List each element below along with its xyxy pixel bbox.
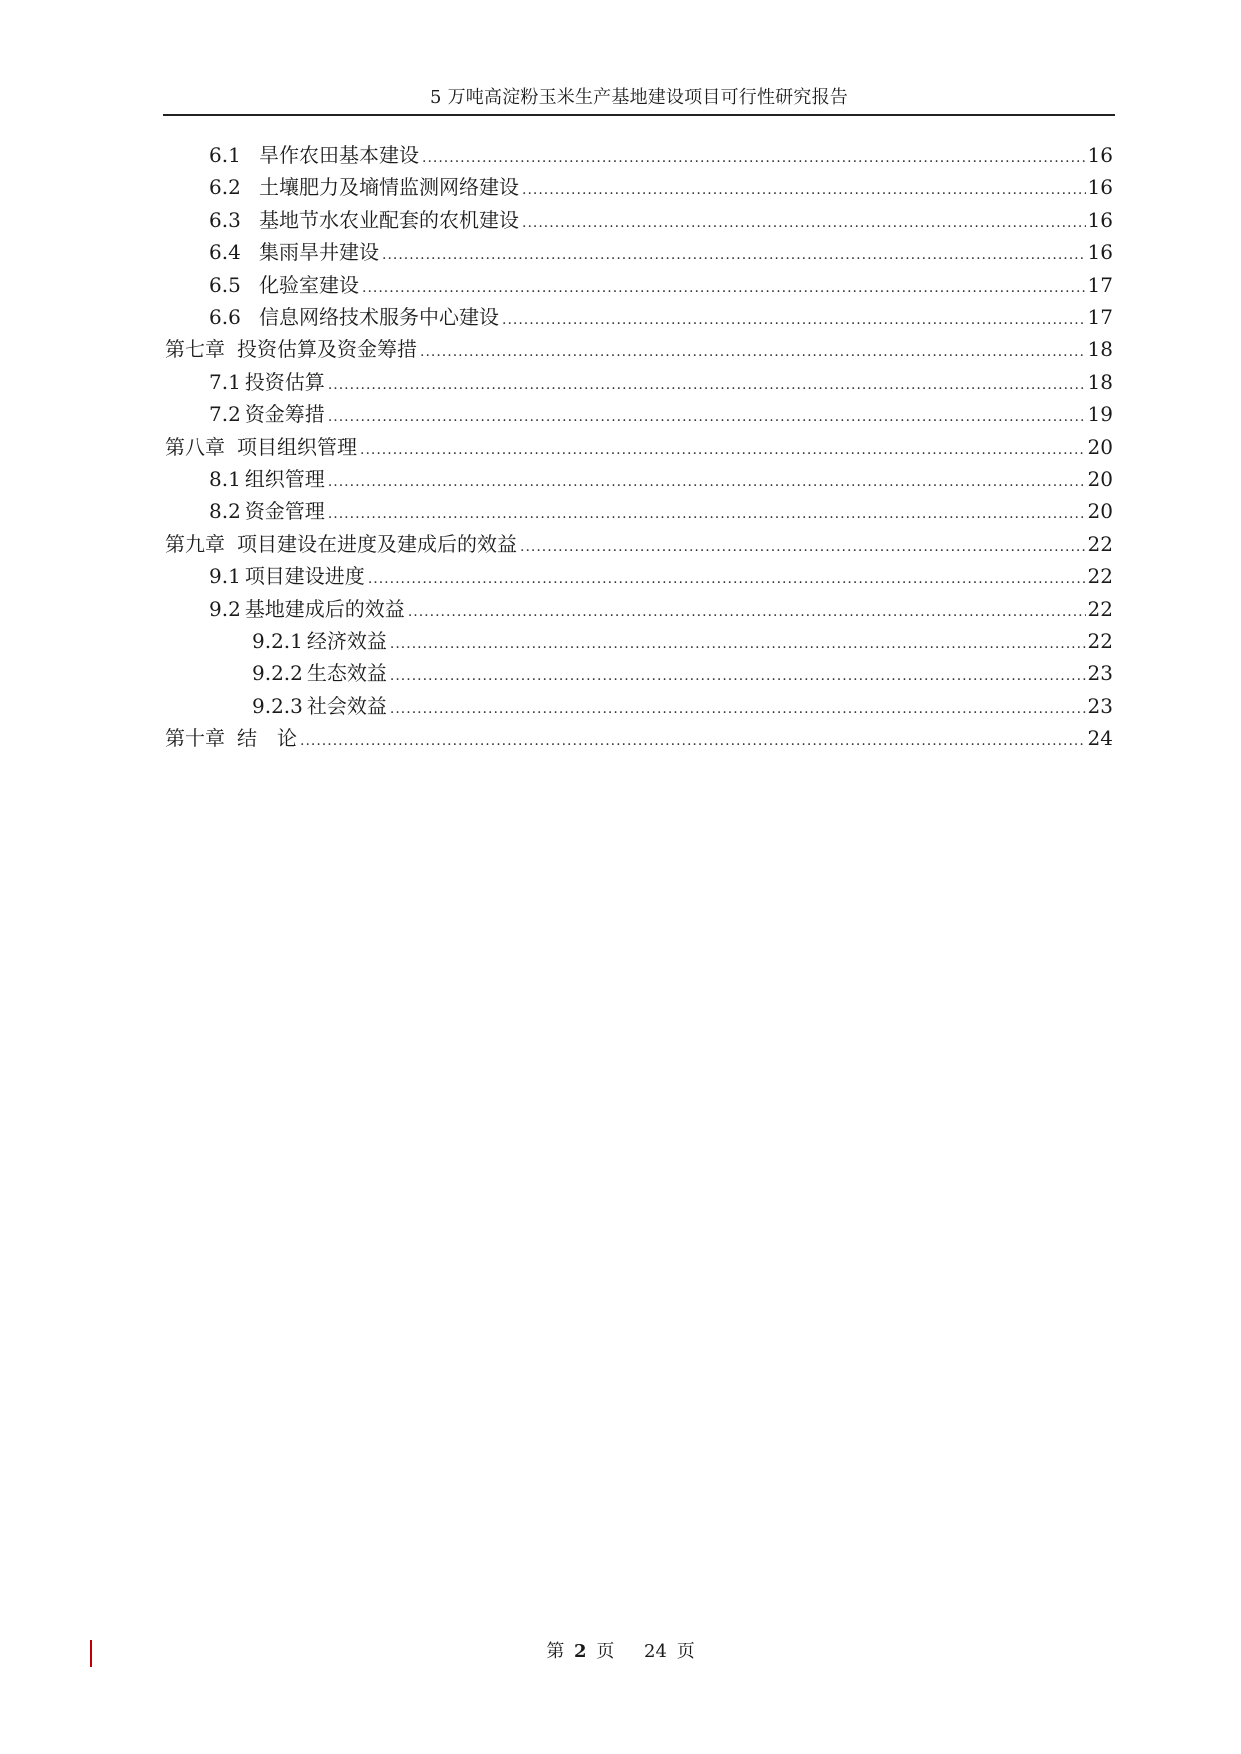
toc-entry-title: 信息网络技术服务中心建设 [259, 305, 499, 329]
toc-dot-leader [420, 336, 1086, 368]
toc-dot-leader [520, 531, 1086, 563]
toc-entry-page: 22 [1087, 564, 1113, 588]
header-rule [163, 114, 1115, 116]
toc-dot-leader [408, 596, 1086, 628]
running-header [163, 86, 1115, 110]
toc-entry[interactable] [165, 431, 1113, 463]
toc-entry-number: 8.2 [209, 499, 241, 523]
toc-entry-title: 土壤肥力及墒情监测网络建设 [259, 175, 519, 199]
footer-total-pages: 24 [644, 1641, 667, 1662]
toc-entry-title: 投资估算及资金筹措 [237, 337, 417, 361]
toc-entry-number: 8.1 [209, 467, 241, 491]
toc-entry-page: 16 [1087, 175, 1113, 199]
toc-entry-page: 22 [1087, 532, 1113, 556]
toc-entry-page: 23 [1087, 694, 1113, 718]
toc-entry-number: 9.2 [209, 597, 241, 621]
page-footer [0, 1640, 1241, 1664]
toc-entry-page: 18 [1087, 370, 1113, 394]
toc-entry-page: 16 [1087, 208, 1113, 232]
toc-entry-page: 23 [1087, 661, 1113, 685]
toc-entry[interactable] [165, 333, 1113, 365]
toc-entry[interactable] [209, 495, 1113, 527]
toc-entry-title: 结 论 [237, 726, 297, 750]
header-title: 5 万吨高淀粉玉米生产基地建设项目可行性研究报告 [430, 87, 848, 108]
toc-entry-number: 第八章 [165, 435, 225, 459]
toc-entry-number: 9.2.3 [252, 694, 303, 718]
toc-dot-leader [300, 725, 1086, 757]
toc-entry-page: 24 [1087, 726, 1113, 750]
toc-entry-title: 资金筹措 [244, 402, 325, 426]
toc-dot-leader [328, 369, 1086, 401]
toc-entry-number: 6.1 [209, 143, 241, 167]
footer-page-suffix: 页 [596, 1641, 615, 1662]
toc-dot-leader [422, 142, 1086, 174]
toc-entry[interactable] [209, 204, 1113, 236]
toc-entry-page: 20 [1087, 499, 1113, 523]
toc-entry-page: 16 [1087, 143, 1113, 167]
toc-entry-title: 项目组织管理 [237, 435, 357, 459]
toc-entry-title: 组织管理 [244, 467, 325, 491]
toc-entry[interactable] [252, 657, 1113, 689]
footer-current-page: 2 [574, 1641, 587, 1662]
footer-total-suffix: 页 [676, 1641, 695, 1662]
toc-dot-leader [368, 563, 1086, 595]
toc-entry-title: 基地节水农业配套的农机建设 [259, 208, 519, 232]
toc-entry-number: 9.2.1 [252, 629, 303, 653]
toc-entry-number: 6.6 [209, 305, 241, 329]
toc-entry-page: 22 [1087, 629, 1113, 653]
toc-entry[interactable] [209, 301, 1113, 333]
toc-entry-page: 17 [1087, 273, 1113, 297]
toc-entry-page: 17 [1087, 305, 1113, 329]
toc-entry[interactable] [209, 171, 1113, 203]
toc-entry-page: 22 [1087, 597, 1113, 621]
toc-entry-number: 6.5 [209, 273, 241, 297]
toc-dot-leader [362, 272, 1086, 304]
toc-entry-number: 6.4 [209, 240, 241, 264]
toc-dot-leader [390, 628, 1086, 660]
toc-entry-number: 7.2 [209, 402, 241, 426]
toc-entry-number: 9.2.2 [252, 661, 303, 685]
toc-entry[interactable] [209, 269, 1113, 301]
toc-entry-number: 第十章 [165, 726, 225, 750]
toc-entry-number: 第九章 [165, 532, 225, 556]
toc-entry[interactable] [209, 463, 1113, 495]
toc-entry[interactable] [252, 625, 1113, 657]
toc-entry-page: 20 [1087, 435, 1113, 459]
footer-page-prefix: 第 [546, 1641, 565, 1662]
toc-entry-page: 16 [1087, 240, 1113, 264]
toc-entry[interactable] [165, 528, 1113, 560]
toc-entry-title: 投资估算 [244, 370, 325, 394]
toc-dot-leader [522, 174, 1086, 206]
toc-entry[interactable] [252, 690, 1113, 722]
toc-entry-title: 集雨旱井建设 [259, 240, 379, 264]
toc-entry[interactable] [209, 560, 1113, 592]
toc-entry[interactable] [209, 236, 1113, 268]
toc-entry-title: 旱作农田基本建设 [259, 143, 419, 167]
toc-dot-leader [382, 239, 1086, 271]
toc-entry[interactable] [209, 139, 1113, 171]
toc-entry[interactable] [209, 398, 1113, 430]
toc-dot-leader [390, 660, 1086, 692]
toc-dot-leader [502, 304, 1086, 336]
toc-dot-leader [390, 693, 1086, 725]
toc-entry-title: 资金管理 [244, 499, 325, 523]
toc-entry-title: 社会效益 [306, 694, 387, 718]
toc-dot-leader [328, 401, 1086, 433]
toc-entry-number: 6.2 [209, 175, 241, 199]
toc-entry[interactable] [209, 366, 1113, 398]
toc-entry-number: 6.3 [209, 208, 241, 232]
toc-entry-title: 生态效益 [306, 661, 387, 685]
toc-dot-leader [328, 498, 1086, 530]
toc-dot-leader [360, 434, 1086, 466]
toc-entry-title: 基地建成后的效益 [244, 597, 405, 621]
toc-entry-number: 第七章 [165, 337, 225, 361]
toc-entry-page: 19 [1087, 402, 1113, 426]
toc-dot-leader [328, 466, 1086, 498]
toc-entry-page: 18 [1087, 337, 1113, 361]
toc-entry-title: 经济效益 [306, 629, 387, 653]
toc-entry-page: 20 [1087, 467, 1113, 491]
toc-entry[interactable] [209, 593, 1113, 625]
toc-entry-title: 项目建设在进度及建成后的效益 [237, 532, 517, 556]
toc-dot-leader [522, 207, 1086, 239]
toc-entry-title: 化验室建设 [259, 273, 359, 297]
toc-entry-number: 9.1 [209, 564, 241, 588]
toc-entry-title: 项目建设进度 [244, 564, 365, 588]
toc-entry[interactable] [165, 722, 1113, 754]
toc-entry-number: 7.1 [209, 370, 241, 394]
